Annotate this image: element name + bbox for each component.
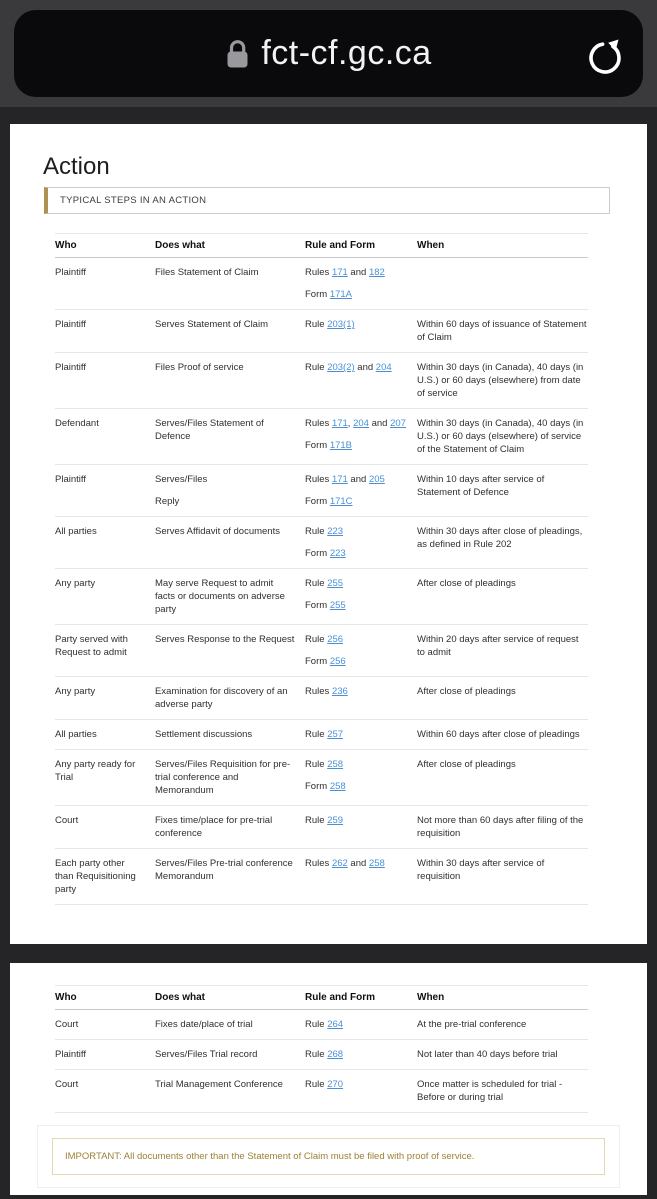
notice-box xyxy=(44,187,610,214)
rule-form-cell xyxy=(305,569,417,625)
table-row xyxy=(55,1040,588,1070)
when-cell: After close of pleadings xyxy=(417,569,588,625)
rule-form-cell xyxy=(305,849,417,905)
when-cell: Within 30 days after close of pleadings, as defined in Rule 202 xyxy=(417,517,588,569)
notice-text: TYPICAL STEPS IN AN ACTION xyxy=(60,195,207,206)
rule-link[interactable]: 204 xyxy=(375,362,392,373)
rule-form-line: Rules 171 and 182 xyxy=(305,267,385,278)
page-title: Action xyxy=(43,153,110,180)
steps-table-2 xyxy=(55,985,588,1113)
table-row xyxy=(55,720,588,750)
rule-form-line: Form 256 xyxy=(305,656,346,667)
rule-form-cell xyxy=(305,720,417,750)
rule-link[interactable]: 264 xyxy=(327,1019,344,1030)
does-what-cell xyxy=(155,409,305,465)
rule-link[interactable]: 256 xyxy=(327,634,344,645)
who-cell: Any party xyxy=(55,569,155,625)
does-what-cell xyxy=(155,569,305,625)
rule-link[interactable]: 223 xyxy=(329,548,346,559)
rule-form-line: Form 258 xyxy=(305,781,346,792)
header-row xyxy=(55,234,588,258)
table-row xyxy=(55,750,588,806)
does-what-cell xyxy=(155,720,305,750)
rule-link[interactable]: 236 xyxy=(331,686,348,697)
does-what-line: Serves/Files xyxy=(155,474,208,485)
does-what-line: Files Proof of service xyxy=(155,362,244,373)
rule-form-cell xyxy=(305,806,417,849)
when-cell: Within 30 days (in Canada), 40 days (in U.S.) or 60 days (elsewhere) from date of service xyxy=(417,353,588,409)
column-header: Who xyxy=(55,986,155,1010)
rule-form-line: Rule 259 xyxy=(305,815,344,826)
page-card-continued xyxy=(10,963,647,1195)
rule-link[interactable]: 255 xyxy=(329,600,346,611)
rule-form-cell xyxy=(305,353,417,409)
table-row xyxy=(55,465,588,517)
does-what-cell xyxy=(155,1010,305,1040)
rule-link[interactable]: 255 xyxy=(327,578,344,589)
who-cell: Plaintiff xyxy=(55,258,155,310)
rule-link[interactable]: 171B xyxy=(329,440,352,451)
who-cell: All parties xyxy=(55,517,155,569)
column-header: Rule and Form xyxy=(305,234,417,258)
when-cell xyxy=(417,258,588,310)
who-cell: Any party ready for Trial xyxy=(55,750,155,806)
rule-form-cell xyxy=(305,409,417,465)
table-row xyxy=(55,569,588,625)
does-what-cell xyxy=(155,677,305,720)
when-cell: Within 30 days after service of requisition xyxy=(417,849,588,905)
url-text: fct-cf.gc.ca xyxy=(261,34,432,72)
rule-form-line: Rules 236 xyxy=(305,686,348,697)
when-cell: Not later than 40 days before trial xyxy=(417,1040,588,1070)
rule-form-cell xyxy=(305,625,417,677)
does-what-cell xyxy=(155,353,305,409)
does-what-line: Serves/Files Pre-trial conference Memorandum xyxy=(155,858,293,882)
when-cell: Within 20 days after service of request to admit xyxy=(417,625,588,677)
does-what-line: Examination for discovery of an adverse party xyxy=(155,686,288,710)
table-row xyxy=(55,677,588,720)
rule-link[interactable]: 171 xyxy=(331,474,348,485)
does-what-cell xyxy=(155,1040,305,1070)
does-what-line: Serves/Files Requisition for pre-trial conference and Memorandum xyxy=(155,759,291,796)
who-cell: Court xyxy=(55,1010,155,1040)
url-bar[interactable] xyxy=(14,10,643,97)
rule-link[interactable]: 182 xyxy=(368,267,385,278)
does-what-line: Files Statement of Claim xyxy=(155,267,259,278)
rule-form-line: Rule 203(1) xyxy=(305,319,355,330)
when-cell: After close of pleadings xyxy=(417,750,588,806)
does-what-line: Trial Management Conference xyxy=(155,1079,283,1090)
browser-chrome xyxy=(0,0,657,107)
rule-link[interactable]: 268 xyxy=(327,1049,344,1060)
steps-table-1 xyxy=(55,233,588,905)
rule-link[interactable]: 171A xyxy=(329,289,352,300)
rule-link[interactable]: 204 xyxy=(353,418,369,429)
rule-form-cell xyxy=(305,310,417,353)
when-cell: Within 10 days after service of Statement of Defence xyxy=(417,465,588,517)
rule-form-line: Form 171C xyxy=(305,496,353,507)
does-what-cell xyxy=(155,465,305,517)
lock-icon xyxy=(225,38,250,71)
rule-link[interactable]: 203(2) xyxy=(327,362,355,373)
rule-link[interactable]: 257 xyxy=(327,729,344,740)
rule-form-cell xyxy=(305,465,417,517)
does-what-cell xyxy=(155,625,305,677)
who-cell: Plaintiff xyxy=(55,1040,155,1070)
rule-form-line: Rule 270 xyxy=(305,1079,344,1090)
rule-form-cell xyxy=(305,750,417,806)
column-header: When xyxy=(417,986,588,1010)
rule-form-line: Rules 171 and 205 xyxy=(305,474,385,485)
rule-link[interactable]: 270 xyxy=(327,1079,344,1090)
does-what-cell xyxy=(155,1070,305,1113)
rule-form-cell xyxy=(305,677,417,720)
column-header: Who xyxy=(55,234,155,258)
rule-form-cell xyxy=(305,1070,417,1113)
rule-link[interactable]: 256 xyxy=(329,656,346,667)
rule-form-line: Rules 171, 204 and 207 xyxy=(305,418,406,429)
column-header: When xyxy=(417,234,588,258)
table-row xyxy=(55,1070,588,1113)
when-cell: Within 60 days of issuance of Statement of Claim xyxy=(417,310,588,353)
does-what-line: Serves Response to the Request xyxy=(155,634,295,645)
important-note-outer xyxy=(37,1125,620,1188)
rule-form-cell xyxy=(305,258,417,310)
rule-link[interactable]: 259 xyxy=(327,815,344,826)
rule-form-line: Form 223 xyxy=(305,548,346,559)
rule-form-line: Form 255 xyxy=(305,600,346,611)
rule-form-cell xyxy=(305,1040,417,1070)
who-cell: Court xyxy=(55,1070,155,1113)
reload-icon xyxy=(585,32,625,76)
does-what-line: Serves/Files Trial record xyxy=(155,1049,258,1060)
rule-link[interactable]: 203(1) xyxy=(327,319,355,330)
who-cell: Plaintiff xyxy=(55,465,155,517)
page-card-main xyxy=(10,124,647,944)
does-what-line: Fixes time/place for pre-trial conference xyxy=(155,815,273,839)
rule-form-line: Rule 255 xyxy=(305,578,344,589)
does-what-line: Reply xyxy=(155,496,180,507)
table-row xyxy=(55,625,588,677)
when-cell: Within 60 days after close of pleadings xyxy=(417,720,588,750)
does-what-cell xyxy=(155,517,305,569)
rule-form-cell xyxy=(305,517,417,569)
column-header: Rule and Form xyxy=(305,986,417,1010)
when-cell: Within 30 days (in Canada), 40 days (in U.S.) or 60 days (elsewhere) of service of the Statement of Claim xyxy=(417,409,588,465)
rule-form-cell xyxy=(305,1010,417,1040)
table-row xyxy=(55,258,588,310)
does-what-cell xyxy=(155,750,305,806)
table-row xyxy=(55,310,588,353)
rule-form-line: Rule 264 xyxy=(305,1019,344,1030)
column-header: Does what xyxy=(155,986,305,1010)
who-cell: All parties xyxy=(55,720,155,750)
does-what-cell xyxy=(155,258,305,310)
does-what-line: Fixes date/place of trial xyxy=(155,1019,253,1030)
does-what-line: Serves Affidavit of documents xyxy=(155,526,280,537)
table-row xyxy=(55,353,588,409)
who-cell: Court xyxy=(55,806,155,849)
important-note: IMPORTANT: All documents other than the Statement of Claim must be filed with proof of service. xyxy=(52,1138,605,1175)
does-what-cell xyxy=(155,806,305,849)
rule-link[interactable]: 258 xyxy=(368,858,385,869)
rule-link[interactable]: 258 xyxy=(327,759,344,770)
table-row xyxy=(55,849,588,905)
rule-link[interactable]: 207 xyxy=(390,418,406,429)
rule-form-line: Form 171B xyxy=(305,440,352,451)
rule-form-line: Rule 268 xyxy=(305,1049,344,1060)
rule-form-line: Rule 223 xyxy=(305,526,344,537)
rule-form-line: Rule 256 xyxy=(305,634,344,645)
table-row xyxy=(55,806,588,849)
does-what-line: Serves/Files Statement of Defence xyxy=(155,418,264,442)
does-what-line: Serves Statement of Claim xyxy=(155,319,268,330)
column-header: Does what xyxy=(155,234,305,258)
rule-form-line: Rule 203(2) and 204 xyxy=(305,362,392,373)
does-what-line: May serve Request to admit facts or documents on adverse party xyxy=(155,578,285,615)
who-cell: Plaintiff xyxy=(55,310,155,353)
who-cell: Plaintiff xyxy=(55,353,155,409)
who-cell: Defendant xyxy=(55,409,155,465)
rule-link[interactable]: 171 xyxy=(331,418,348,429)
rule-link[interactable]: 171 xyxy=(331,267,348,278)
does-what-cell xyxy=(155,849,305,905)
rule-link[interactable]: 258 xyxy=(329,781,346,792)
table-row xyxy=(55,517,588,569)
table-row xyxy=(55,409,588,465)
rule-link[interactable]: 223 xyxy=(327,526,344,537)
when-cell: After close of pleadings xyxy=(417,677,588,720)
rule-link[interactable]: 171C xyxy=(329,496,353,507)
rule-form-line: Rules 262 and 258 xyxy=(305,858,385,869)
who-cell: Any party xyxy=(55,677,155,720)
does-what-line: Settlement discussions xyxy=(155,729,253,740)
header-row xyxy=(55,986,588,1010)
rule-form-line: Form 171A xyxy=(305,289,352,300)
who-cell: Party served with Request to admit xyxy=(55,625,155,677)
rule-form-line: Rule 257 xyxy=(305,729,344,740)
who-cell: Each party other than Requisitioning party xyxy=(55,849,155,905)
when-cell: Not more than 60 days after filing of the requisition xyxy=(417,806,588,849)
reload-button[interactable] xyxy=(585,32,625,76)
when-cell: Once matter is scheduled for trial - Before or during trial xyxy=(417,1070,588,1113)
table-row xyxy=(55,1010,588,1040)
when-cell: At the pre-trial conference xyxy=(417,1010,588,1040)
rule-form-line: Rule 258 xyxy=(305,759,344,770)
rule-link[interactable]: 262 xyxy=(331,858,348,869)
does-what-cell xyxy=(155,310,305,353)
rule-link[interactable]: 205 xyxy=(368,474,385,485)
